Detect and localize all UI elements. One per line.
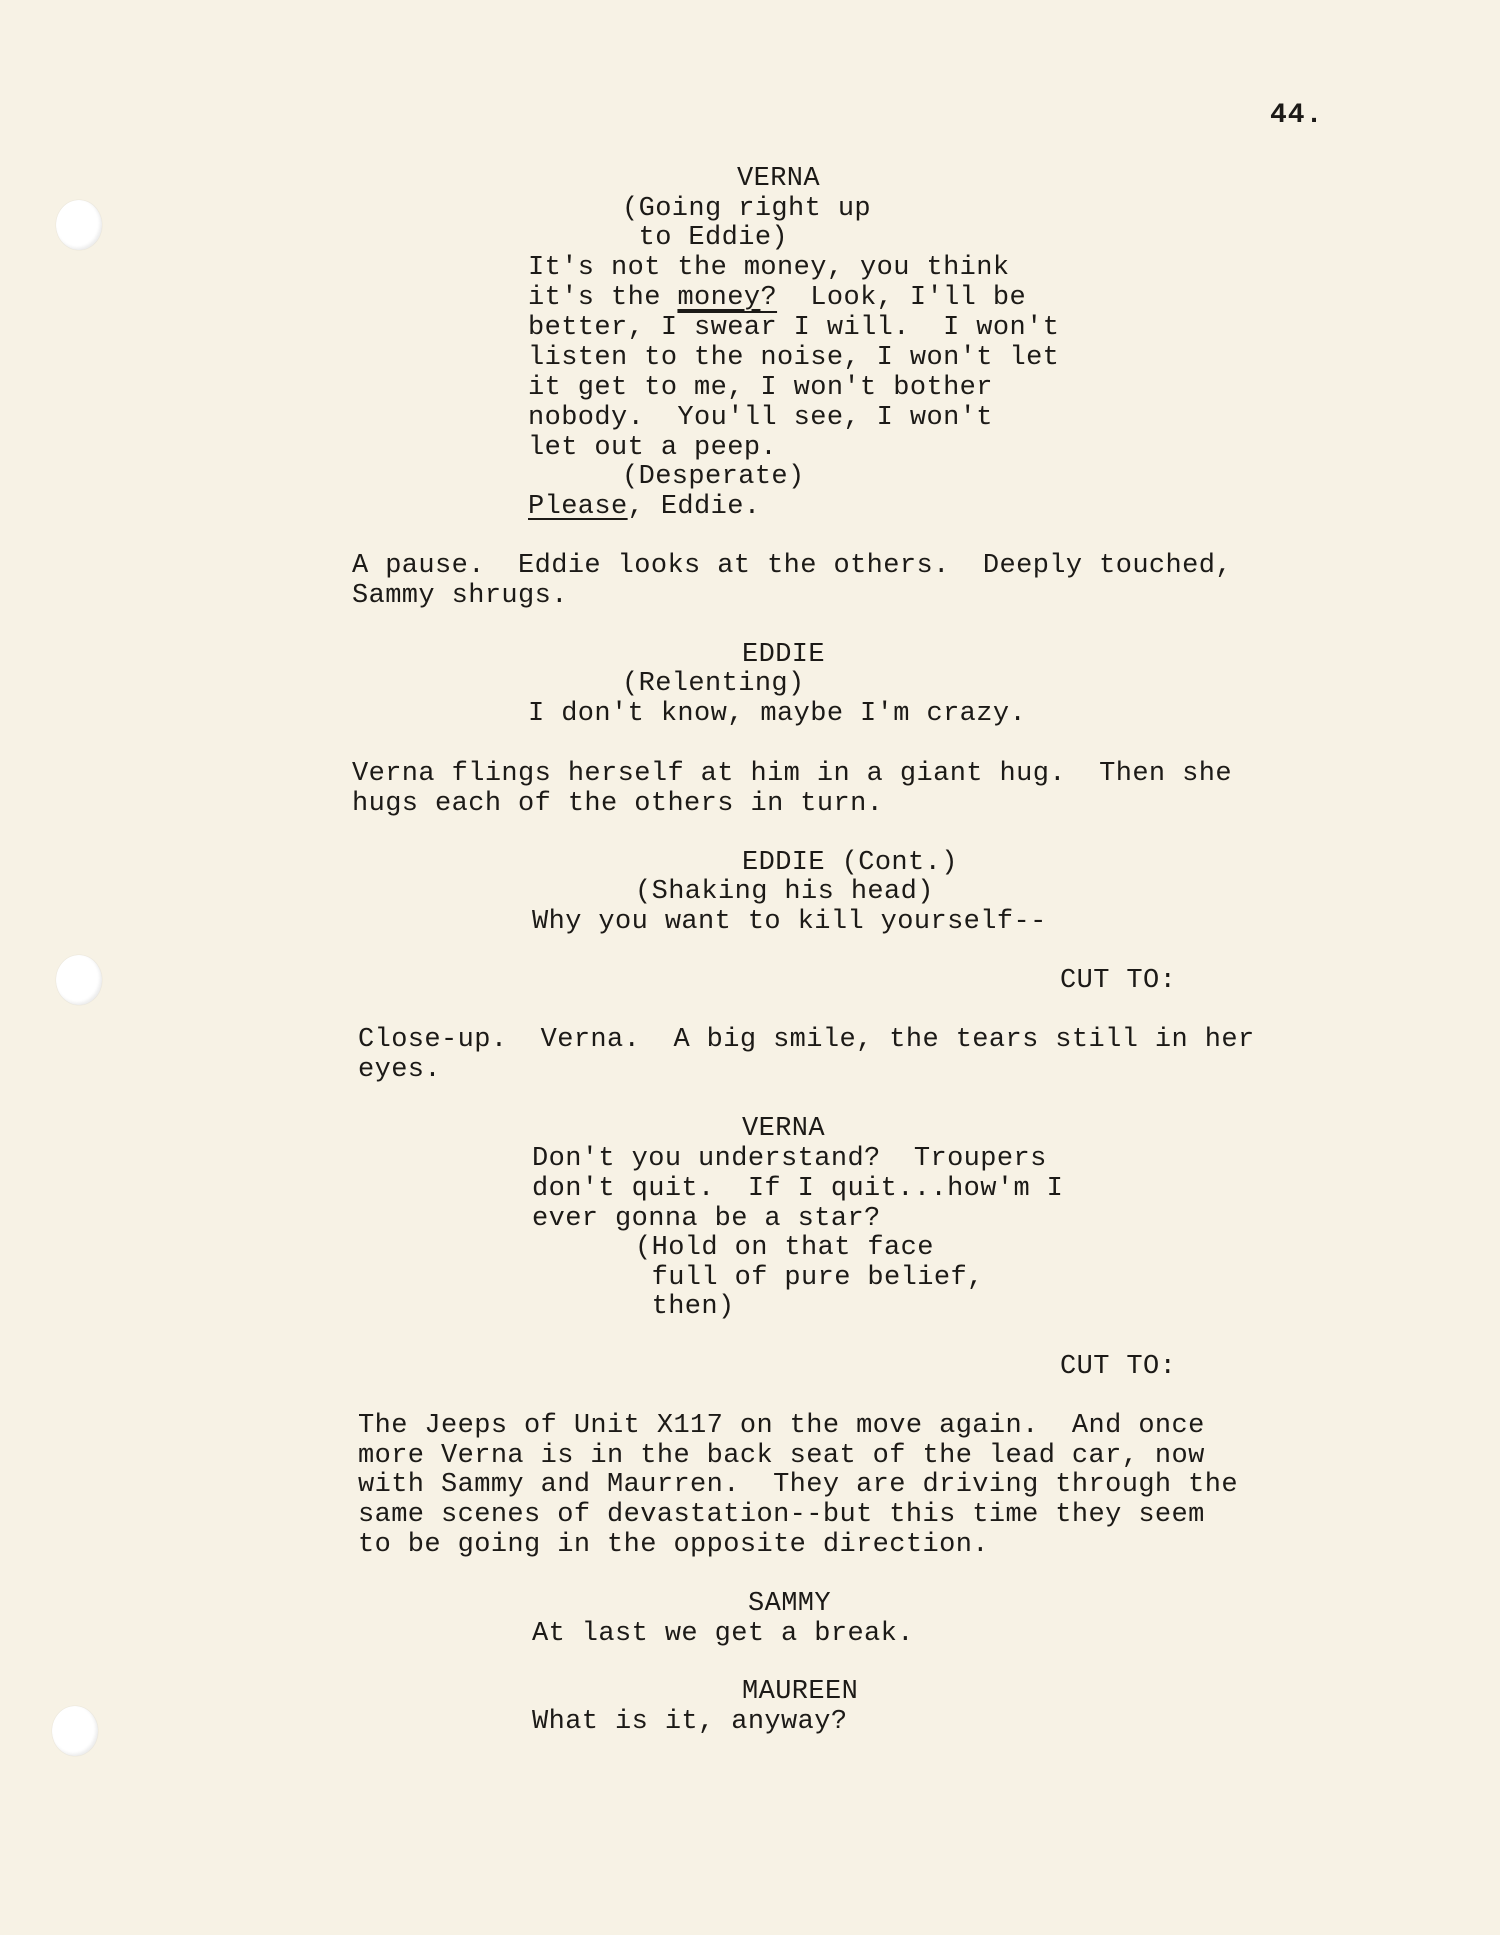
transition-cut-to: CUT TO:	[1060, 966, 1177, 996]
dialogue-line: I don't know, maybe I'm crazy.	[528, 699, 1027, 729]
action-line: Verna flings herself at him in a giant hug. Then she	[352, 759, 1232, 789]
dialogue-line: What is it, anyway?	[532, 1707, 848, 1737]
parenthetical: (Desperate)	[622, 462, 805, 492]
dialogue-line: Please, Eddie.	[528, 492, 761, 522]
underlined-word: money	[677, 283, 761, 313]
dialogue-line: it's the money? Look, I'll be	[528, 283, 1027, 313]
action-line: to be going in the opposite direction.	[358, 1530, 989, 1560]
dialogue-line: listen to the noise, I won't let	[528, 343, 1060, 373]
transition-cut-to: CUT TO:	[1060, 1352, 1177, 1382]
page-number: 44.	[1270, 100, 1324, 131]
dialogue-line: It's not the money, you think	[528, 253, 1010, 283]
dialogue-line: better, I swear I will. I won't	[528, 313, 1060, 343]
action-line: more Verna is in the back seat of the lead car, now	[358, 1441, 1205, 1471]
parenthetical: (Shaking his head)	[635, 877, 934, 907]
parenthetical: full of pure belief,	[635, 1263, 984, 1293]
action-line: The Jeeps of Unit X117 on the move again. And once	[358, 1411, 1205, 1441]
dialogue-line: Why you want to kill yourself--	[532, 907, 1047, 937]
parenthetical: (Going right up	[622, 194, 872, 224]
character-name-verna: VERNA	[742, 1114, 826, 1144]
dialogue-line: don't quit. If I quit...how'm I	[532, 1174, 1064, 1204]
character-name-verna: VERNA	[737, 164, 821, 194]
character-name-eddie-cont: EDDIE (Cont.)	[742, 848, 958, 878]
binder-hole-middle	[56, 955, 102, 1005]
dialogue-line: At last we get a break.	[532, 1619, 914, 1649]
character-name-sammy: SAMMY	[748, 1589, 832, 1619]
action-line: hugs each of the others in turn.	[352, 789, 884, 819]
underlined-word: Please	[528, 492, 628, 522]
character-name-eddie: EDDIE	[742, 640, 826, 670]
action-line: same scenes of devastation--but this time they seem	[358, 1500, 1205, 1530]
dialogue-line: ever gonna be a star?	[532, 1204, 881, 1234]
dialogue-line: it get to me, I won't bother	[528, 373, 993, 403]
action-line: Close-up. Verna. A big smile, the tears still in her	[358, 1025, 1255, 1055]
dialogue-line: nobody. You'll see, I won't	[528, 403, 993, 433]
parenthetical: then)	[635, 1292, 735, 1322]
binder-hole-top	[56, 200, 102, 250]
binder-hole-bottom	[52, 1706, 98, 1756]
action-line: with Sammy and Maurren. They are driving through the	[358, 1470, 1238, 1500]
action-line: eyes.	[358, 1055, 442, 1085]
parenthetical: to Eddie)	[622, 223, 789, 253]
dialogue-line: let out a peep.	[528, 433, 778, 463]
parenthetical: (Hold on that face	[635, 1233, 934, 1263]
overlined-word: swear	[677, 313, 778, 343]
dialogue-line: Don't you understand? Troupers	[532, 1144, 1047, 1174]
character-name-maureen: MAUREEN	[742, 1677, 859, 1707]
parenthetical: (Relenting)	[622, 669, 805, 699]
action-line: Sammy shrugs.	[352, 581, 568, 611]
action-line: A pause. Eddie looks at the others. Deeply touched,	[352, 551, 1232, 581]
